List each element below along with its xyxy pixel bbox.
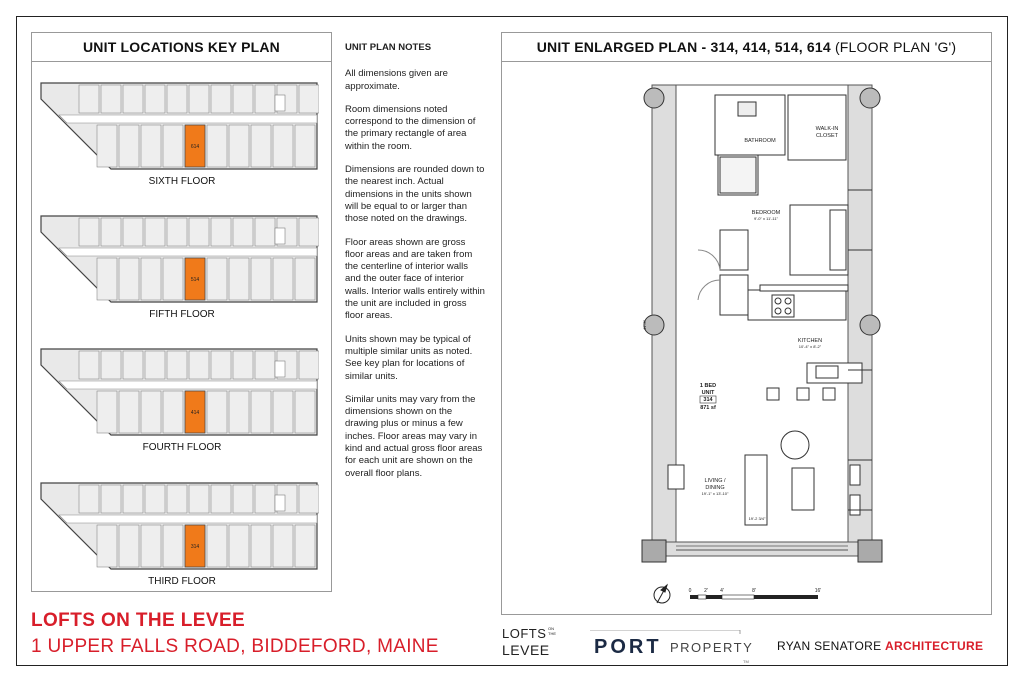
- label-kitchen-dim: 10'-4" x 8'-2": [798, 344, 822, 349]
- label-walkin: WALK-IN: [815, 126, 839, 132]
- logo-on-text: ON: [548, 626, 554, 631]
- port-logo: PORT: [594, 636, 662, 658]
- logo-the-text: THE: [548, 631, 556, 636]
- note-paragraph: Floor areas shown are gross floor areas and are taken from the centerline of interior walls and the outer face of interior walls. Interior walls entirely within the unit are included in gross floor areas.: [345, 236, 485, 322]
- notes-title: UNIT PLAN NOTES: [345, 42, 432, 53]
- scale-label: 2': [704, 588, 708, 594]
- lofts-on-the-levee-logo: [502, 624, 562, 658]
- label-dining: DINING: [705, 485, 725, 491]
- label-kitchen: KITCHEN: [797, 338, 823, 344]
- architect-name: RYAN SENATORE: [777, 639, 882, 653]
- architect-word: ARCHITECTURE: [885, 639, 984, 653]
- enlarged-title-thin: (FLOOR PLAN 'G'): [834, 39, 957, 55]
- north-arrow-icon: [654, 585, 670, 603]
- property-logo-text: PROPERTY: [670, 640, 754, 655]
- highlighted-unit-number: 514: [190, 277, 200, 283]
- floor-label: THIRD FLOOR: [148, 576, 216, 587]
- scale-label: 0: [688, 588, 692, 594]
- unit-plan-notes: [345, 42, 485, 491]
- scale-bar: [690, 595, 818, 599]
- label-living: LIVING /: [704, 478, 726, 484]
- project-name: LOFTS ON THE LEVEE: [31, 610, 246, 631]
- label-unit-type: 1 BED: [699, 383, 717, 389]
- enlarged-plan-title: [502, 33, 991, 62]
- scale-label: 4': [720, 588, 724, 594]
- logo-tm-text: TM: [743, 659, 749, 664]
- note-paragraph: Similar units may vary from the dimensions shown on the drawing plus or minus a few inches. Floor areas may vary in kind and actual gross floor areas for each unit are shown on the overall floor plans.: [345, 393, 483, 479]
- scale-label: 8': [752, 588, 756, 594]
- note-paragraph: Dimensions are rounded down to the nearest inch. Actual dimensions in the units shown will be equal to or larger than those noted on the drawings.: [345, 164, 485, 225]
- note-paragraph: All dimensions given are approximate.: [345, 68, 448, 92]
- key-plan-panel: [31, 32, 332, 592]
- floor-label: FOURTH FLOOR: [142, 442, 222, 453]
- label-bathroom: BATHROOM: [744, 138, 776, 144]
- label-living-dim: 19'-1" x 13'-10": [701, 491, 729, 496]
- note-paragraph: Room dimensions noted correspond to the dimension of the primary rectangle of area within the room.: [345, 103, 476, 152]
- floor-plan-2: [39, 214, 319, 304]
- label-bedroom: BEDROOM: [751, 210, 781, 216]
- label-height: 41'-3": [642, 319, 647, 331]
- floor-plan-3: [39, 347, 319, 437]
- floor-plan-1: [39, 81, 319, 171]
- floor-label: SIXTH FLOOR: [148, 176, 216, 187]
- unit-floor-plan: [630, 80, 890, 620]
- logo-lofts-text: LOFTS: [502, 626, 547, 641]
- highlighted-unit-number: 314: [190, 544, 200, 550]
- label-unit-area: 871 sf: [700, 405, 716, 411]
- note-paragraph: Units shown may be typical of multiple similar units as noted. See key plan for locations of similar units.: [345, 333, 473, 382]
- highlighted-unit-number: 414: [190, 410, 200, 416]
- architect-credit: [777, 639, 983, 653]
- label-unit-word: UNIT: [701, 390, 715, 396]
- label-sill: 19'-2 3/4": [748, 516, 766, 521]
- project-address: 1 UPPER FALLS ROAD, BIDDEFORD, MAINE: [31, 636, 439, 657]
- key-plan-title: UNIT LOCATIONS KEY PLAN: [32, 33, 331, 62]
- floor-plan-4: [39, 481, 319, 571]
- label-closet: CLOSET: [815, 133, 839, 139]
- logo-levee-text: LEVEE: [502, 642, 550, 658]
- port-logo-frame: [590, 630, 750, 664]
- floor-label: FIFTH FLOOR: [149, 309, 215, 320]
- scale-label: 16': [814, 588, 822, 594]
- label-bedroom-dim: 9'-0" x 11'-11": [753, 216, 779, 221]
- label-unit-number: 314: [703, 397, 713, 403]
- enlarged-title-bold: UNIT ENLARGED PLAN - 314, 414, 514, 614: [536, 39, 831, 55]
- highlighted-unit-number: 614: [190, 144, 200, 150]
